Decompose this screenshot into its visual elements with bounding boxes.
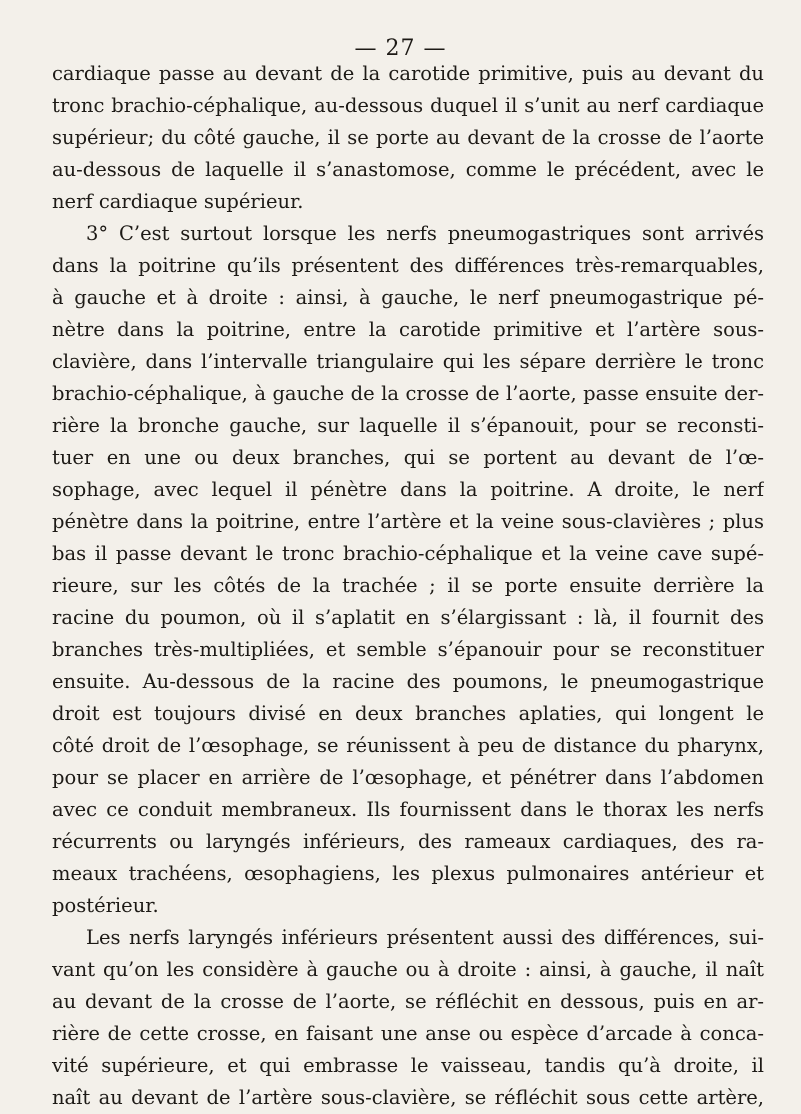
text-line: pour se placer en arrière de l’œsophage, et pénétrer dans l’abdomen [52, 766, 764, 789]
text-line: récurrents ou laryngés inférieurs, des rameaux cardiaques, des ra- [52, 830, 764, 853]
text-line: pénètre dans la poitrine, entre l’artère et la veine sous-clavières ; plus [52, 510, 764, 533]
text-line: supérieur; du côté gauche, il se porte au devant de la crosse de l’aorte [52, 126, 764, 149]
text-line: rieure, sur les côtés de la trachée ; il se porte ensuite derrière la [52, 574, 764, 597]
text-line: rière la bronche gauche, sur laquelle il s’épanouit, pour se reconsti- [52, 414, 764, 437]
text-line: Les nerfs laryngés inférieurs présentent aussi des différences, sui- [86, 926, 764, 949]
text-line: ensuite. Au-dessous de la racine des poumons, le pneumogastrique [52, 670, 764, 693]
text-line: vant qu’on les considère à gauche ou à droite : ainsi, à gauche, il naît [52, 958, 764, 981]
text-line: naît au devant de l’artère sous-clavière, se réfléchit sous cette artère, [52, 1086, 764, 1109]
text-line: droit est toujours divisé en deux branches aplaties, qui longent le [52, 702, 764, 725]
body-text [52, 58, 764, 1114]
text-line: côté droit de l’œsophage, se réunissent à peu de distance du pharynx, [52, 734, 764, 757]
text-line: vité supérieure, et qui embrasse le vaisseau, tandis qu’à droite, il [52, 1054, 764, 1077]
text-line: clavière, dans l’intervalle triangulaire qui les sépare derrière le tronc [52, 350, 764, 373]
text-line: avec ce conduit membraneux. Ils fournissent dans le thorax les nerfs [52, 798, 764, 821]
text-line: dans la poitrine qu’ils présentent des différences très-remarquables, [52, 254, 764, 277]
text-line: cardiaque passe au devant de la carotide primitive, puis au devant du [52, 62, 764, 85]
text-line: nètre dans la poitrine, entre la carotide primitive et l’artère sous- [52, 318, 764, 341]
text-line: au-dessous de laquelle il s’anastomose, comme le précédent, avec le [52, 158, 764, 181]
text-line: tronc brachio-céphalique, au-dessous duquel il s’unit au nerf cardiaque [52, 94, 764, 117]
text-line: nerf cardiaque supérieur. [52, 190, 304, 213]
text-line: bas il passe devant le tronc brachio-céphalique et la veine cave supé- [52, 542, 764, 565]
text-line: 3° C’est surtout lorsque les nerfs pneumogastriques sont arrivés [86, 222, 764, 245]
text-line: meaux trachéens, œsophagiens, les plexus pulmonaires antérieur et [52, 862, 764, 885]
text-line: tuer en une ou deux branches, qui se portent au devant de l’œ- [52, 446, 764, 469]
text-line: brachio-céphalique, à gauche de la crosse de l’aorte, passe ensuite der- [52, 382, 764, 405]
page-number: — 27 — [354, 36, 447, 61]
text-line: branches très-multipliées, et semble s’épanouir pour se reconstituer [52, 638, 764, 661]
text-line: racine du poumon, où il s’aplatit en s’élargissant : là, il fournit des [52, 606, 764, 629]
text-line: à gauche et à droite : ainsi, à gauche, le nerf pneumogastrique pé- [52, 286, 764, 309]
text-line: rière de cette crosse, en faisant une anse ou espèce d’arcade à conca- [52, 1022, 764, 1045]
text-line: sophage, avec lequel il pénètre dans la poitrine. A droite, le nerf [52, 478, 764, 501]
text-line: postérieur. [52, 894, 159, 917]
text-line: au devant de la crosse de l’aorte, se réfléchit en dessous, puis en ar- [52, 990, 764, 1013]
